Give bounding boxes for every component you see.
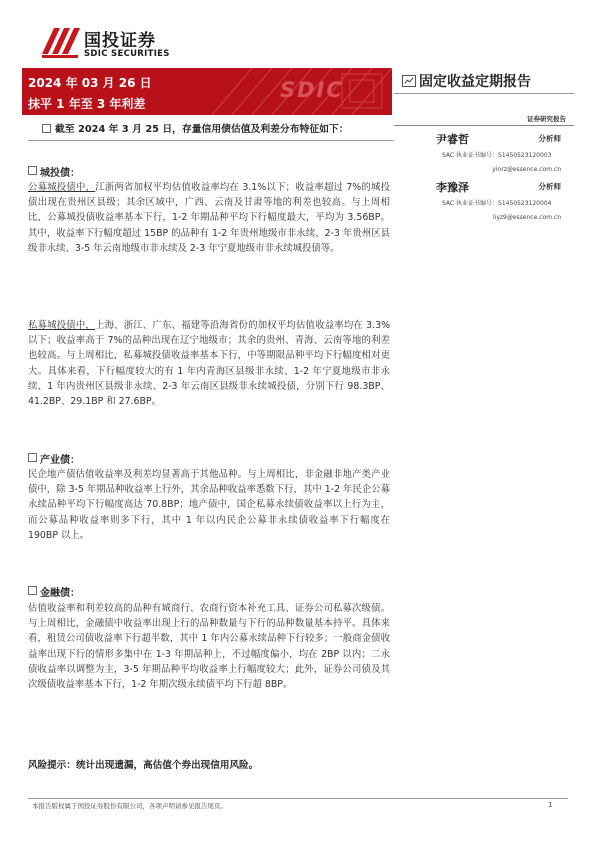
- paragraph-body: 估值收益率和利差较高的品种有城商行、农商行资本补充工具、证券公司私募次级债。与上周相比，金融债中收益率出现上行的品种数量与下行的品种数量基本持平。具体来看，租赁公司债收益率下行超半数，其中 1 年内公募永续品种下行较多；一般商金债收益率出现下行的情形多集中在 1-3 年期品种上，不过幅度偏小，均在 2BP 以内；二永债收益率以调整为主，3-5 年期品种平均收益率上行幅度较大；此外，证券公司债及其次级债收益率基本下行，1-2 年期次级永续债平均下行超 8BP。: [28, 603, 390, 691]
- square-bullet-icon: [42, 124, 51, 133]
- footer-divider: [28, 798, 568, 799]
- paragraph-private-chengtou: [28, 318, 390, 409]
- paragraph-public-chengtou: [28, 180, 390, 256]
- paragraph-body: 江浙两省加权平均估值收益率均在 3.1%以下；收益率超过 7%的城投债出现在贵州区县级；其余区域中，广西、云南及甘肃等地的利差也较高。与上周相比，公募城投债收益率基本下行，1-2 年期品种平均下行幅度最大，平均为 3.56BP。其中，收益率下行幅度超过 15BP 的品种有 1-2 年贵州地级市非永续、2-3 年贵州区县级非永续、3-5 年云南地级市非永续及 2-3 年宁夏地级市非永续城投债等。: [28, 182, 390, 254]
- analyst-sac-number: SAC 执业证书编号：S1450523120004: [442, 200, 552, 207]
- square-bullet-icon: [28, 586, 37, 595]
- report-type-header: [394, 68, 574, 94]
- footer-disclaimer: 本报告版权属于国投证券股份有限公司，各项声明请参见报告尾页。: [32, 802, 227, 810]
- company-logo: [40, 22, 210, 66]
- sdic-logo-icon: [40, 24, 80, 60]
- title-banner: [22, 68, 392, 115]
- logo-name-en: SDIC SECURITIES: [84, 49, 170, 59]
- analyst-email[interactable]: liyz9@essence.com.cn: [492, 214, 561, 221]
- risk-warning: 风险提示：统计出现遗漏，高估值个券出现信用风险。: [28, 760, 259, 771]
- section-title: 城投债：: [40, 168, 80, 179]
- report-type: 固定收益定期报告: [419, 74, 531, 90]
- content-divider: [28, 140, 394, 141]
- paragraph-financial: [28, 601, 390, 692]
- paragraph-industry: [28, 467, 390, 543]
- square-bullet-icon: [28, 166, 37, 175]
- chart-trend-icon: [402, 75, 416, 87]
- analyst-title: 分析师: [538, 182, 561, 191]
- report-title: 抹平 1 年至 3 年利差: [28, 97, 146, 111]
- sidebar-divider: [394, 125, 574, 126]
- analyst-title: 分析师: [538, 134, 561, 143]
- paragraph-body: 上海、浙江、广东、福建等沿海省份的加权平均估值收益率均在 3.3%以下；收益率高于 7%的品种出现在辽宁地级市；其余的贵州、青海、云南等地的利差也较高。与上周相比，私募城投债收益率基本下行，中等期限品种平均下行幅度相对更大。具体来看，下行幅度较大的有 1 年内青海区县级非永续、1-2 年宁夏地级市非永续、1 年内贵州区县级非永续、2-3 年云南区县级非永续城投债，分别下行 98.3BP、41.2BP、29.1BP 和 27.6BP。: [28, 320, 390, 408]
- square-bullet-icon: [28, 453, 37, 462]
- banner-watermark: SDIC: [280, 78, 344, 102]
- paragraph-lead: 私募城投债中，: [28, 320, 95, 331]
- analyst-email[interactable]: yinrz@essence.com.cn: [492, 166, 561, 173]
- paragraph-body: 民企地产债估值收益率及利差均显著高于其他品种。与上周相比，非金融非地产类产业债中，除 3-5 年期品种收益率上行外，其余品种收益率悉数下行，其中 1-2 年民企公募永续品种平均下行幅度高达 70.8BP；地产债中，国企私募永续债收益率以上行为主，而公募品种收益率则多下行，其中 1 年以内民企公募非永续债收益率下行幅度在 190BP 以上。: [28, 469, 390, 541]
- logo-name-cn: 国投证券: [84, 31, 156, 51]
- intro-text: 截至 2024 年 3 月 25 日，存量信用债估值及利差分布特征如下：: [55, 124, 349, 135]
- section-title: 金融债：: [40, 588, 80, 599]
- research-label: 证券研究报告: [527, 115, 566, 123]
- intro-row: [42, 121, 402, 137]
- analyst-name: 尹睿哲: [436, 133, 469, 146]
- page-number: 1: [548, 801, 553, 809]
- analyst-sac-number: SAC 执业证书编号：S1450523120003: [442, 152, 552, 159]
- section-title: 产业债：: [40, 455, 80, 466]
- analyst-name: 李豫泽: [436, 181, 469, 194]
- paragraph-lead: 公募城投债中，: [28, 182, 96, 193]
- report-date: 2024 年 03 月 26 日: [28, 76, 152, 90]
